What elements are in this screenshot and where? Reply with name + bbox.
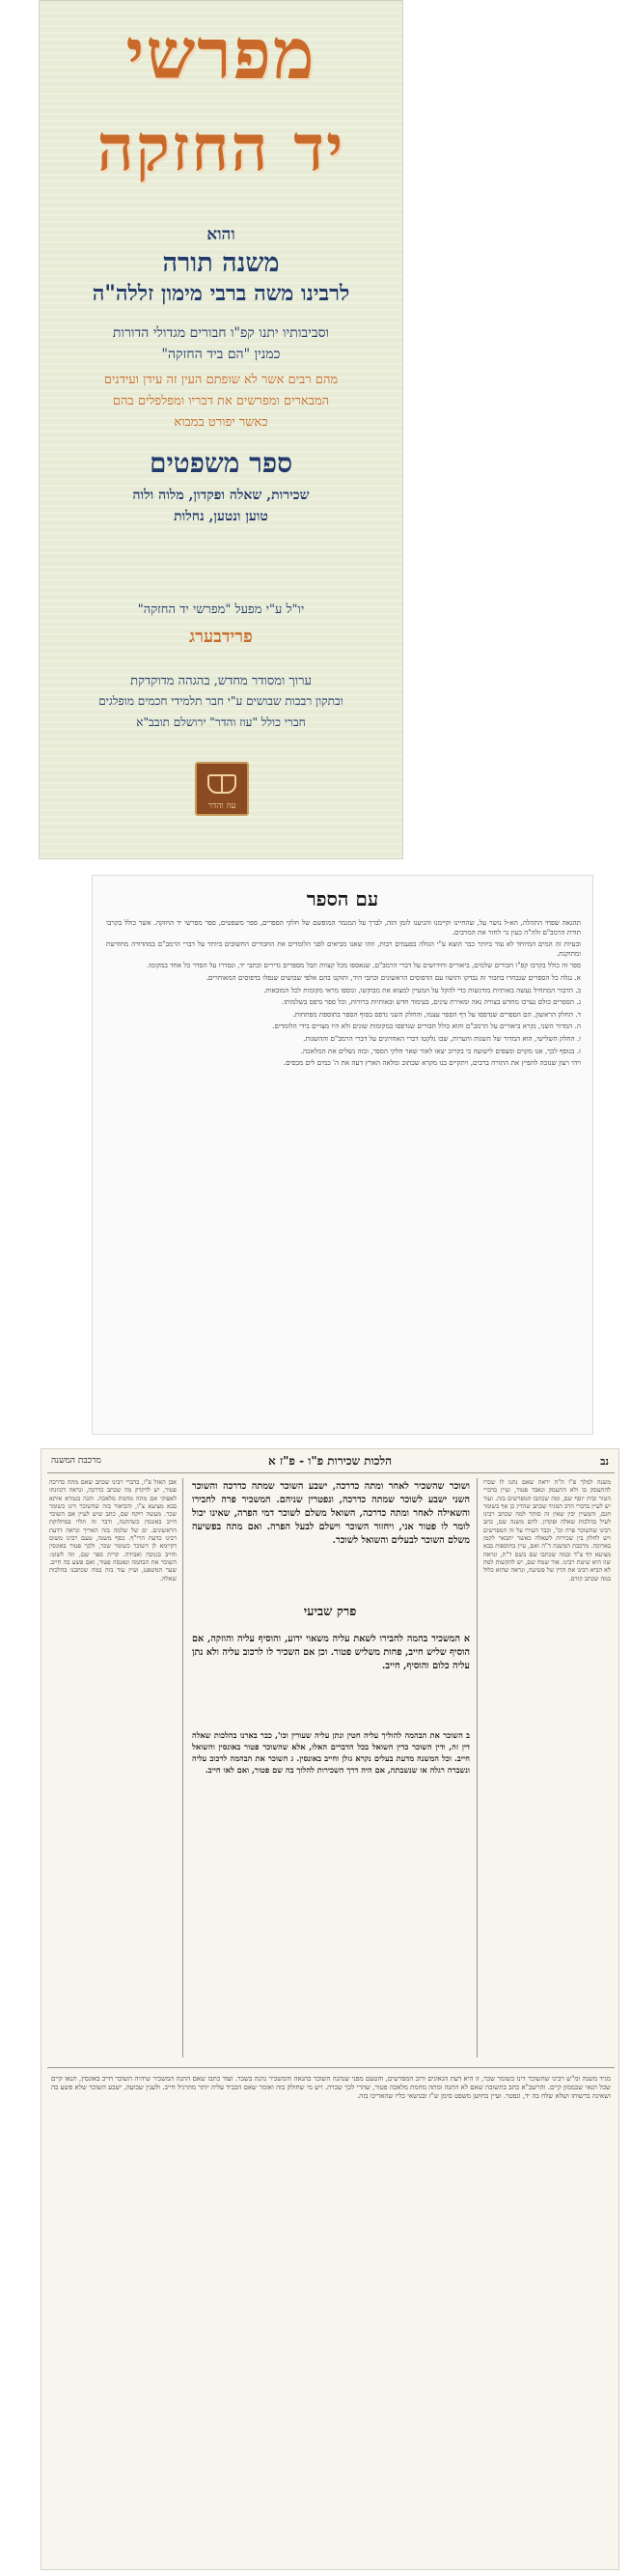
cover-edit-line1: ערוך ומסודר מחדש, בהגהה מדוקדקת [130, 674, 312, 688]
column-divider [182, 1478, 183, 2058]
cover-title-line1: מפרשי [125, 13, 316, 95]
page-header-left: מרכבת המשנה [51, 1456, 101, 1466]
cover-desc-line3: מהם רבים אשר לא שופתם העין זה עידן ועידנים [103, 373, 339, 387]
intro-paragraph: ובעיות זה המים המיוחד לא עוד ביותר כבר הוצא ע"י הגולה בפעמים רבות, וזהו שאנו מביאים לפני הלומדים את החבורים החשובים ביותר על דברי הרמב"ם במהדורה מחודשת ומתוקנת. [106, 939, 581, 958]
cover-desc-line2: כמנין "הם ביד החזקה" [161, 347, 281, 362]
cover-desc-line5: כאשר יפורט במבוא [174, 415, 268, 430]
intro-paragraph: ה. המדור השני, נקרא ביאורים על הרמב"ם והוא כולל חבורים שנדפסו במקומות שונים ולא היו מצויים בידי הלומדים. [272, 1022, 581, 1031]
seal-text: עוז והדר [207, 801, 236, 811]
intro-paragraph: ויהי רצון שנזכה להפיץ את התורה ברבים, ויתקיים בנו מקרא שכתוב ומלאה הארץ דעה את ה' כמים לים מכסים. [283, 1058, 581, 1068]
cover-author: לרבינו משה ברבי מימון זללה"ה [92, 281, 350, 306]
main-text-mid: א המשכיר בהמה לחבירו לשאת עליה משאוי ידוע, והוסיף עליה והוזקה, אם הוסיף שליש חייב, פחות משליש פטור. וכן אם השכיר לו לרכוב עליה ולא נתן עליה כלום והוסיף, חייב. [192, 1634, 470, 1671]
intro-body [106, 918, 581, 1424]
main-text-top: ושוכר שהשכיר לאחר ומתה כדרכה, ישבע השוכר שמתה כדרכה והשוכר השני ישבע לשוכר שמתה כדרכה, ונפטרין שניהם. המשכיר פרה לחבירו והשאילה לאחר ומתה כדרכה, השואל משלם לשוכר דמי הפרה, שאינו יכול לומר לו פטור אני, ויחזור השוכר וישלם לבעל הפרה. ואם מתה בפשיעה משלם השוכר לבעלים והשואל לשוכר. [192, 1481, 470, 1546]
cover-vehu: והוא [206, 225, 235, 244]
cover-desc-line1: וסביבותיו יתנו קפ"ו חבורים מגדולי הדורות [112, 325, 330, 341]
header-rule [47, 1472, 615, 1473]
chapter-heading: פרק שביעי [303, 1605, 357, 1619]
page-header [41, 1449, 618, 1472]
page-number: נב [600, 1455, 609, 1468]
intro-paragraph: ז. בנוסף לכך, אנו מקוים ומצפים לישועה כי בקרוב יצאו לאור שאר חלקי הספר, ובזה נשלים את המלאכה. [300, 1046, 581, 1055]
intro-paragraph: ספר זה כולל בקרבו קפ"ו חבורים שלמים, ביאורים וחידושים על דברי הרמב"ם, שנאספו מכל קצוות תבל מספרים נדירים וכתבי יד, ונסדרו על הסדר כל אחד במקומו. [147, 961, 581, 970]
bottom-notes: מגיד משנה ומ"ש רבינו שהשוכר דינו כשומר שכר, זו היא דעת הגאונים ורוב המפרשים, והטעם מפני שנהנה השוכר בהנאה והמשכיר נהנה בשכר. ועוד כתבו שאם התנה המשכיר שיהיה השוכר חייב באונסין, תנאו קיים שכל תנאי שבממון קיים. והרשב"א כתב בתשובה שאם לא התנה ומתה מחמת מלאכה פטור, שהרי לכך שכרה. ויש מי שחולק בזה ואומר שאם הכביד עליה יותר מהרגיל חייב. ולענין שבועה, ישבע השוכר שלא פשע בה ושאינה ברשותו ושלא שלח בה יד, ונפטר. ועיין בחושן משפט סימן ש"ז ובנושאי כליו שהאריכו בזה. [51, 2075, 611, 2101]
publisher-seal [195, 762, 249, 816]
commentary-column-left: אבן האזל פ"ו, בדברי רבינו שכתב שאם מתה כדרכה פטור, יש לדקדק מה שכתב כדרכה, ונראה דכוונתו לאפוקי אם מתה מחמת מלאכה. והנה בגמרא איתא בבא מציעא צ"ו, והביאור בזה שהשוכר דינו כשומר שכר. מעשה רוקח שם, כתב שיש לעיין אם השוכר חייב באונסין כשהתנה, ודבר זה תלוי במחלוקת הראשונים. ים של שלמה בזה האריך ונראה דדעת רבינו כדעת הרי"ף. כסף משנה, טעם רבינו משום דקיימא לן דשוכר כשומר שכר, ולכך פטור באונסין וחייב בגניבה ואבידה. קרית ספר שם, וזה לשונו: השוכר את הבהמה ונאנסה פטור, ואם פשע בה חייב. שער המשפט, ועיין עוד בזה במה שכתבנו בהלכות שאלה. [49, 1478, 177, 1582]
intro-paragraph: ג. הספרים כולם נערכו מחדש בצורה נאה ומאירת עינים, בעימוד חדש ובאותיות ברורות, וכל ספר נדפס בשלמותו. [281, 997, 581, 1007]
intro-paragraph: א. נגלה כל הספרים שנבחרו בחבור זה נבדקו והושוו עם הדפוסים הראשונים וכתבי היד, ותוקנו בהם אלפי שבושים שנפלו בדפוסים המאוחרים. [206, 972, 581, 982]
intro-paragraph: ו. החלק השלישי, הוא המדור של השגות והערות, שבו נלקטו דברי האחרונים על דברי הרמב"ם וההשגות. [303, 1033, 581, 1043]
cover-publisher-line: יו"ל ע"י מפעל "מפרשי יד החזקה" [137, 602, 305, 617]
cover-halachot-line1: שכירות, שאלה ופקדון, מלוה ולוה [132, 488, 310, 503]
cover-sefer: ספר משפטים [149, 447, 293, 479]
page-header-title: הלכות שכירות פ"ו - פ"ז א [267, 1454, 393, 1468]
cover-desc-line4: המבארים ומפרשים את דבריו ומפלפלים בהם [112, 394, 330, 408]
column-divider [477, 1478, 478, 2058]
cover-city: פרידבערג [189, 627, 253, 647]
intro-paragraph: ד. החלק הראשון, הם הספרים שנדפסו על דף הספר עצמו, והחלק השני נדפס בסוף הספר בתוספת מפתחות. [292, 1009, 581, 1019]
notes-rule [47, 2067, 615, 2068]
cover-title-line2: יד החזקה [96, 110, 345, 185]
commentary-page [41, 1448, 619, 2570]
cover-edit-line2: ובתקון רבבות שבושים ע"י חבר תלמידי חכמים מופלגים [98, 694, 343, 708]
intro-title: עם הספר [306, 887, 379, 910]
intro-paragraph: ב. הדבור המתחיל נעשה באותיות מודגשות כדי להקל על המעיין למצוא את מבוקשו, ונוספו מראי מקומות לכל המובאות. [262, 985, 581, 994]
main-text-bottom: ב השוכר את הבהמה להוליך עליה חטין ונתן עליה שעורין וכו', כבר בארנו בהלכות שאלה דין זה, ודין השוכר כדין השואל בכל הדברים האלו, אלא שהשוכר פטור באונסין והשואל חייב. וכל המשנה מדעת בעלים נקרא גזלן וחייב באונסין. ג השוכר את הבהמה לרכוב עליה ונשברה רגלה או שנשבתה, אם היה דרך השכירות להלוך בה שם פטור, ואם לאו חייב. [192, 1730, 470, 1775]
cover-halachot-line2: טוען ונטען, נחלות [174, 509, 268, 524]
cover-book-name: משנה תורה [162, 248, 280, 278]
cover-edit-line3: חברי כולל "עוז והדר" ירושלם תובב"א [136, 715, 306, 729]
intro-page [92, 875, 593, 1435]
book-icon [207, 774, 236, 794]
book-cover [39, 0, 403, 859]
commentary-column-right: משנה למלך פ"ו ה"ה יראה שאם נתנו לו שכרו להתעסק בו ולא התעסק ונאבד פטור, ועיין בדברי הטור ובית יוסף שם, ומה שכתבו המפרשים בזה. ועוד יש לעיין בדברי הרב המגיד שכתב שהדין כן אף בשומר חנם, והמעיין יבין שאין זה סותר למה שכתב רבינו לעיל בהלכות שאלה ופקדון. לחם משנה שם, כתב רבינו שהשוכר פרה וכו', וכבר העירו על זה המפרשים ויש לחלק בין שכירות לשאלה כאשר יתבאר לקמן בארוכה. מרכבת המשנה ד"ה ואם, עיין בתוספות בבא מציעא דף צ"ד ובמה שכתבו שם בשם ר"ת, ונראה שזו היא שיטת רבינו. אור שמח שם, יש להקשות למה לא הביא רבינו את הדין של פשיעה, ונראה שהוא כלול במה שכתב קודם. [483, 1478, 611, 1582]
intro-paragraph: תהגאה שפחי התהלה, הא-ל נושר על, שהחיינו וקיימנו והגיענו לזמן הזה, לברך על המגמר המופשם של חלקי הספרים, ספר משפטים, ספר מפרשי יד החזקה. אשר כולל בקרבו תורת הרמב"ם זלה"ה כעין נר לחזר את המרבים. [106, 918, 581, 937]
